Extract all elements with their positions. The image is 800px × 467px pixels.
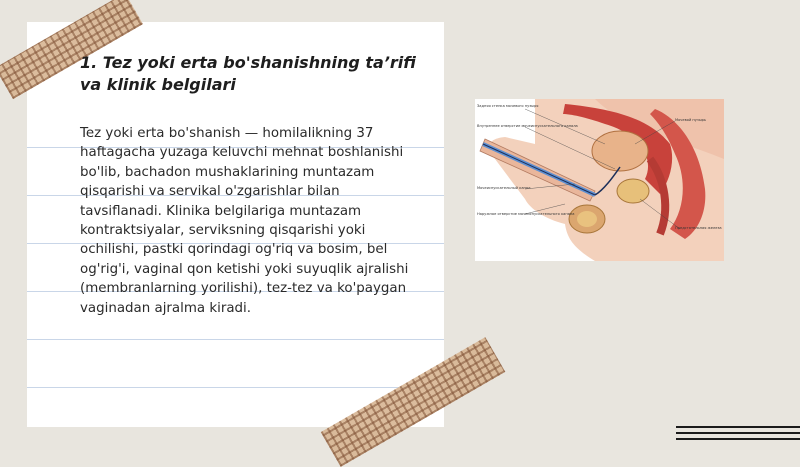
decorative-line [676, 426, 800, 428]
slide-body-text: Tez yoki erta bo'shanish — homilalikning 37 haftagacha yuzaga keluvchi mehnat boshlanishi bo'lib, bachadon mushaklarining muntazam qisqarishi va servikal o'zgarishlar bilan tavsiflanadi. Klinika belgilariga muntazam kontraktsiyalar, serviksning qisqarishi yoki ochilishi, pastki qorindagi og'riq va bosim, bel og'rig'i, vaginal qon ketishi yoki suyuqlik ajralishi (membranlarning yorilishi), tez-tez va ko'paygan vaginadan ajralma kiradi. [80, 126, 409, 316]
label-internal-urethral-opening: Внутреннее отверстие мочеиспускательного канала [477, 124, 578, 128]
label-urethra: Мочеиспускательный канал [477, 186, 531, 190]
label-bladder-wall: Задняя стенка мочевого пузыря [477, 104, 539, 108]
decorative-line [676, 432, 800, 434]
anatomy-drawing [475, 99, 724, 261]
label-external-urethral-opening: Наружное отверстие мочеиспускательного канала [477, 212, 575, 216]
anatomy-illustration [475, 99, 724, 261]
label-bladder: Мочевой пузырь [675, 118, 707, 122]
paper-rule [27, 339, 444, 340]
slide-title: 1. Tez yoki erta bo'shanishning ta’rifi va klinik belgilari [80, 53, 416, 94]
decorative-line [676, 438, 800, 440]
label-prostate: Предстательная железа [675, 226, 722, 230]
paper-rule [27, 387, 444, 388]
